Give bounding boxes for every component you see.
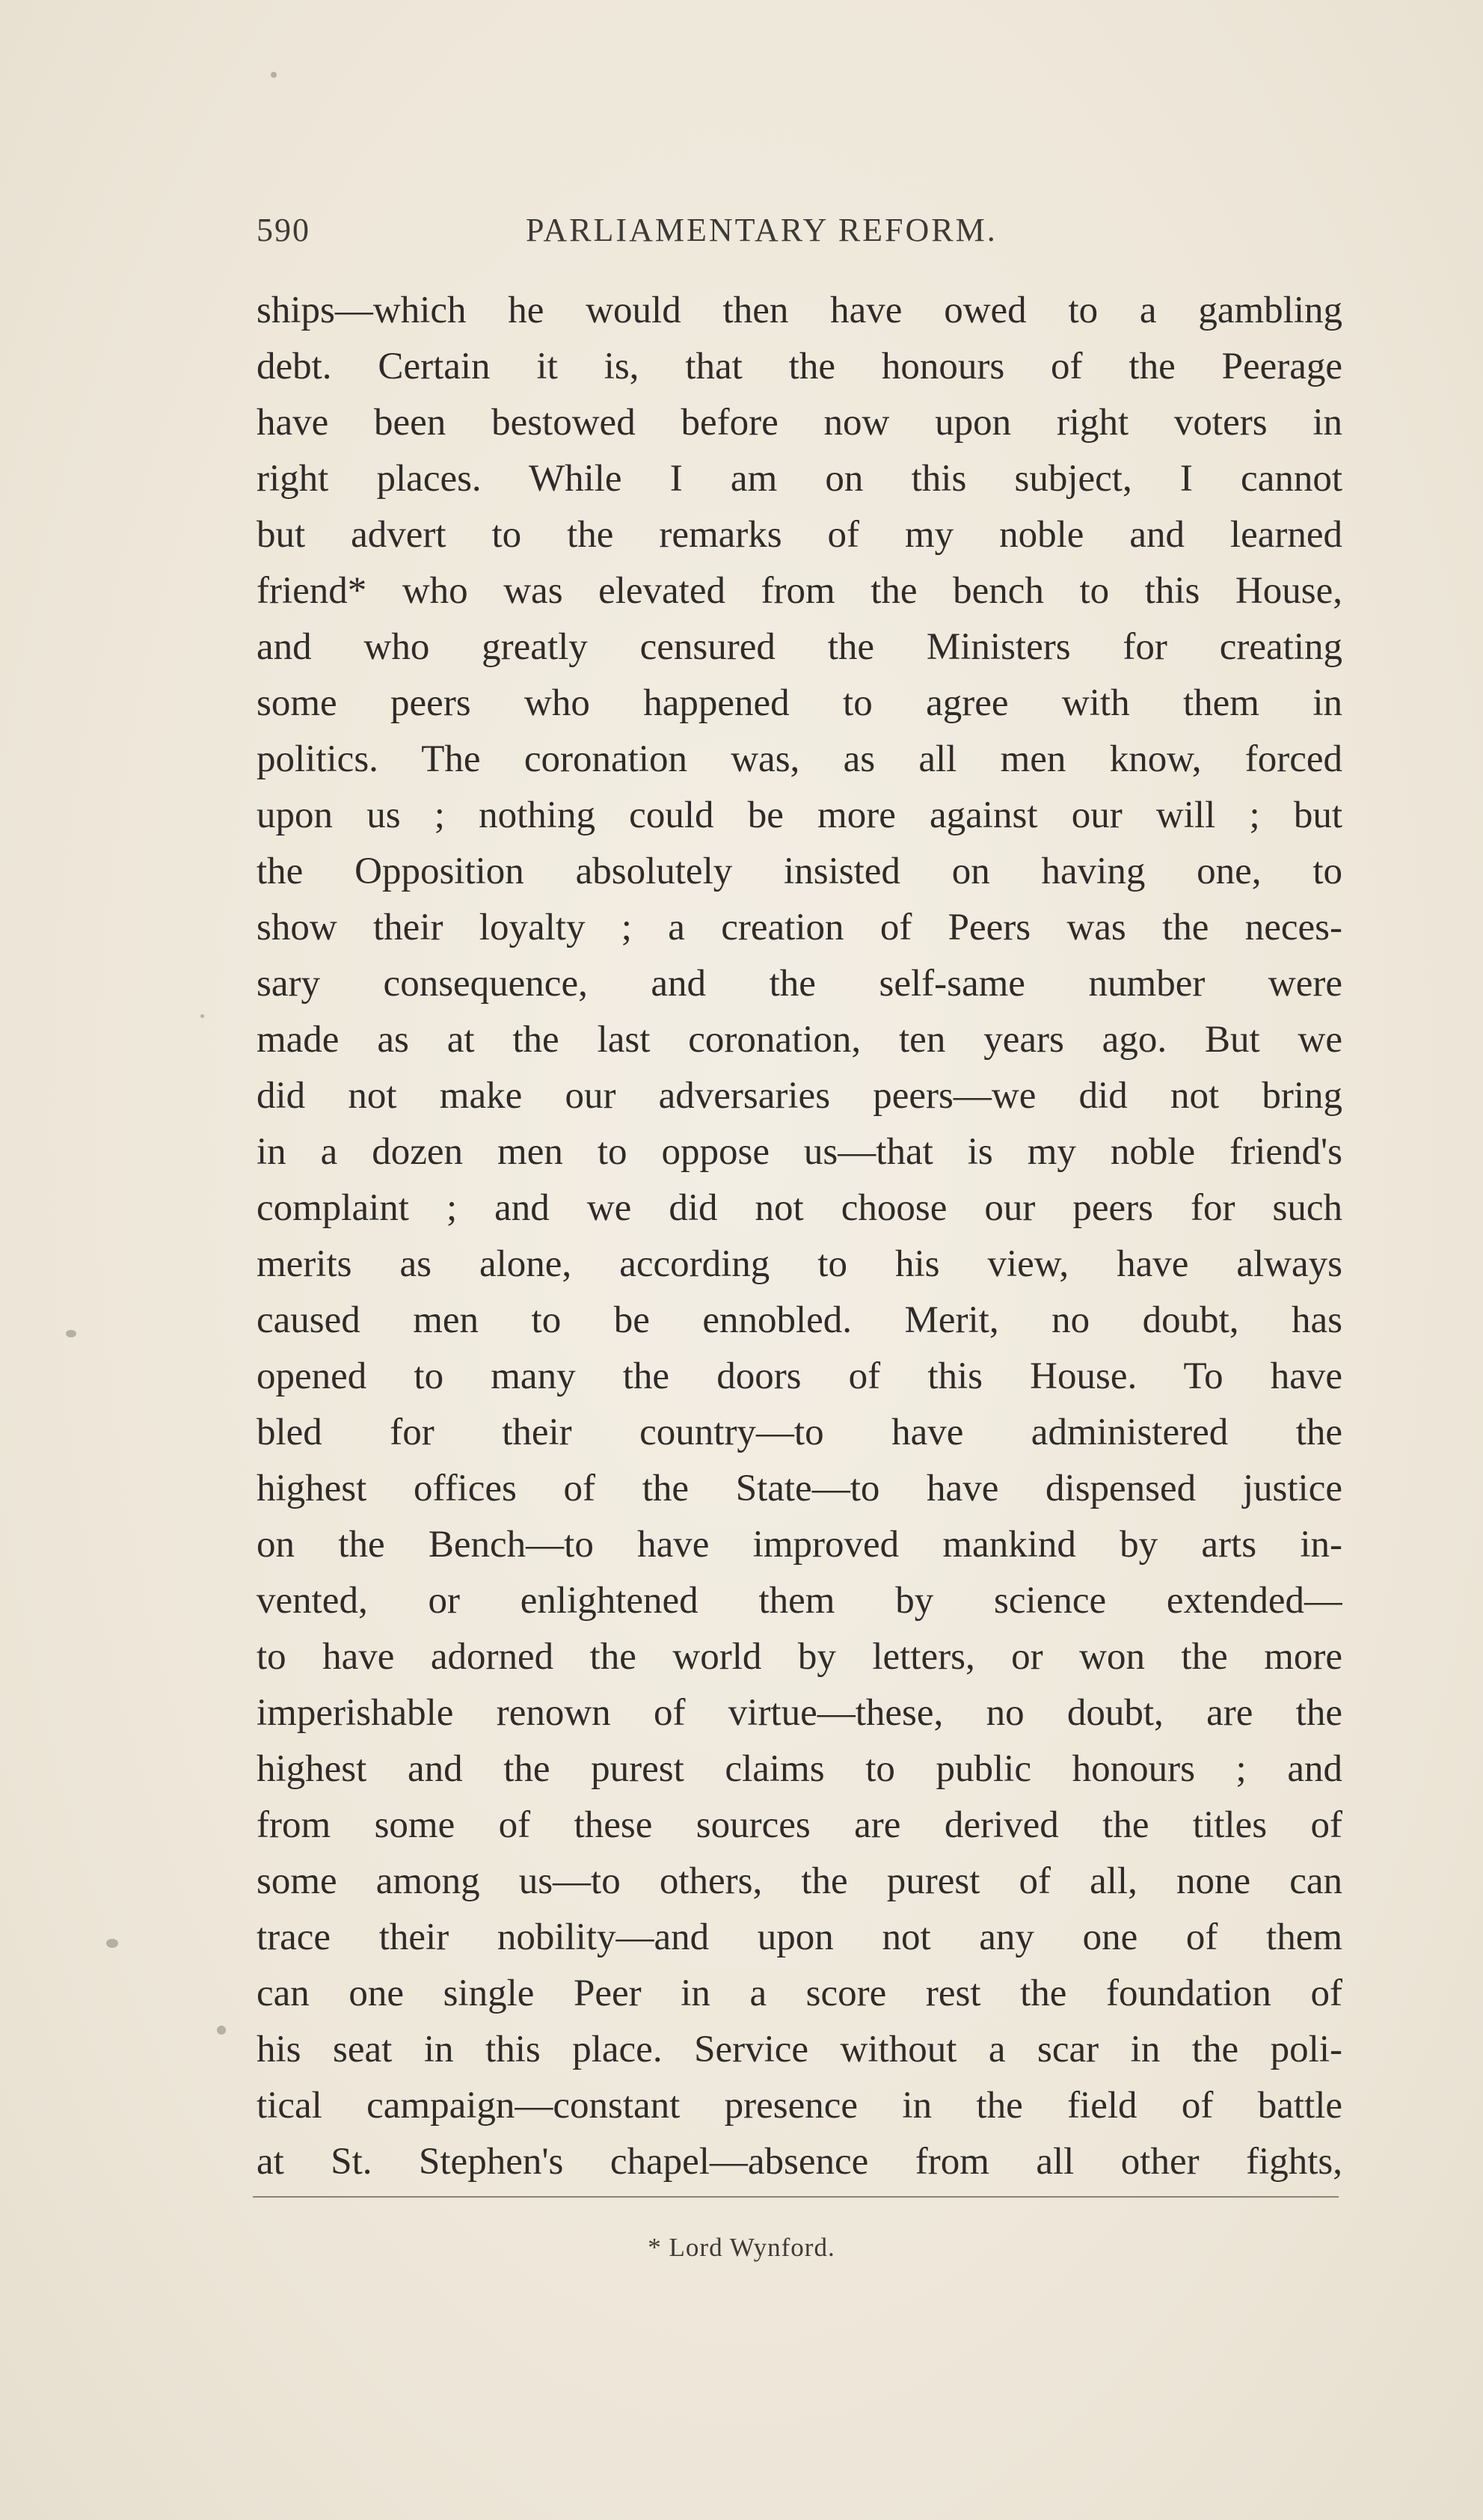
text-line: show their loyalty ; a creation of Peers was the neces-	[257, 907, 1342, 948]
text-line: friend* who was elevated from the bench to this House,	[257, 570, 1342, 612]
text-line: debt. Certain it is, that the honours of the Peerage	[257, 346, 1342, 387]
text-line: caused men to be ennobled. Merit, no doubt, has	[257, 1299, 1342, 1341]
text-line: some among us—to others, the purest of all, none can	[257, 1860, 1342, 1902]
text-line: have been bestowed before now upon right voters in	[257, 402, 1342, 444]
text-line: did not make our adversaries peers—we did not bring	[257, 1075, 1342, 1117]
paper-speck	[200, 1014, 204, 1018]
text-line: vented, or enlightened them by science extended—	[257, 1580, 1342, 1622]
text-line: bled for their country—to have administered the	[257, 1411, 1342, 1453]
text-line: to have adorned the world by letters, or won the more	[257, 1636, 1342, 1678]
paper-speck	[271, 72, 277, 78]
text-line: his seat in this place. Service without a scar in the poli-	[257, 2029, 1342, 2070]
page-number: 590	[257, 212, 310, 248]
text-line: can one single Peer in a score rest the foundation of	[257, 1972, 1342, 2014]
text-line: highest offices of the State—to have dispensed justice	[257, 1468, 1342, 1509]
text-line: at St. Stephen's chapel—absence from all other fights,	[257, 2141, 1342, 2183]
paper-speck	[106, 1939, 118, 1948]
text-line: the Opposition absolutely insisted on having one, to	[257, 850, 1342, 892]
text-line: imperishable renown of virtue—these, no doubt, are the	[257, 1692, 1342, 1734]
footnote: * Lord Wynford.	[648, 2233, 835, 2262]
footnote-divider	[253, 2196, 1339, 2198]
text-line: on the Bench—to have improved mankind by arts in-	[257, 1524, 1342, 1566]
text-line: sary consequence, and the self-same number were	[257, 963, 1342, 1005]
text-line: made as at the last coronation, ten years ago. But we	[257, 1019, 1342, 1061]
text-line: opened to many the doors of this House. To have	[257, 1355, 1342, 1397]
running-head: PARLIAMENTARY REFORM.	[526, 212, 998, 248]
text-line: but advert to the remarks of my noble and learned	[257, 514, 1342, 556]
text-line: highest and the purest claims to public honours ; and	[257, 1748, 1342, 1790]
text-line: politics. The coronation was, as all men know, forced	[257, 738, 1342, 780]
body-text	[257, 283, 1342, 2190]
text-line: some peers who happened to agree with them in	[257, 682, 1342, 724]
text-line: and who greatly censured the Ministers for creating	[257, 626, 1342, 668]
paper-speck	[66, 1330, 76, 1337]
text-line: tical campaign—constant presence in the field of battle	[257, 2085, 1342, 2127]
text-line: complaint ; and we did not choose our peers for such	[257, 1187, 1342, 1229]
text-line: from some of these sources are derived the titles of	[257, 1804, 1342, 1846]
text-line: merits as alone, according to his view, have always	[257, 1243, 1342, 1285]
page-header	[257, 211, 1072, 256]
text-line: trace their nobility—and upon not any one of them	[257, 1916, 1342, 1958]
text-line: upon us ; nothing could be more against our will ; but	[257, 794, 1342, 836]
paper-speck	[217, 2026, 226, 2035]
text-line: in a dozen men to oppose us—that is my noble friend's	[257, 1131, 1342, 1173]
text-line: right places. While I am on this subject, I cannot	[257, 458, 1342, 500]
text-line: ships—which he would then have owed to a gambling	[257, 289, 1342, 331]
